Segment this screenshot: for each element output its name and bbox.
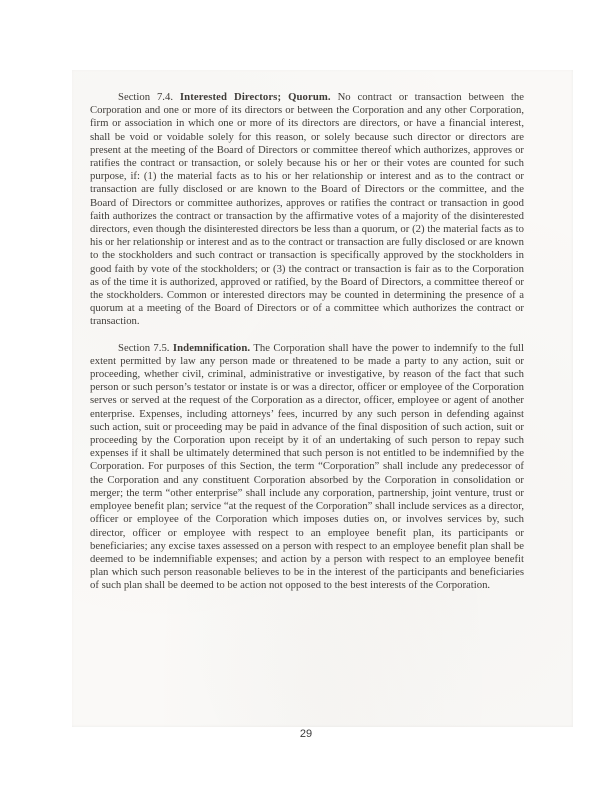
page-number: 29 (299, 728, 313, 740)
section-7-5-label: Section 7.5. (118, 341, 170, 354)
section-7-4-label: Section 7.4. (118, 91, 173, 103)
section-7-4-body: No contract or transaction between the Corporation and one or more of its directors or between the Corporation and any other Corporation, firm or association in which one or more of its directors are directors, or have a financial interest, shall be void or voidable solely for this reason, or solely because such director or directors are present at the meeting of the Board of Directors or committee thereof which authorizes, approves or ratifies the contract or transaction, or solely because his or her or their votes are counted for such purpose, if: (1) the material facts as to his or her relationship or interest and as to the contract or transaction are fully disclosed or are known to the Board of Directors or the committee, and the Board of Directors or committee authorizes, approves or ratifies the contract or transaction in good faith authorizes the contract or transaction by the affirmative votes of a majority of the disinterested directors, even though the disinterested directors be less than a quorum, or (2) the material facts as to his or her relationship or interest and as to the contract or transaction are fully disclosed or are known to the stockholders and such contract or transaction is specifically approved by the stockholders in good faith by vote of the stockholders; or (3) the contract or transaction is fair as to the Corporation as of the time it is authorized, approved or ratified, by the Board of Directors, a committee thereof or the stockholders. Common or interested directors may be counted in determining the presence of a quorum at a meeting of the Board of Directors or of a committee which authorizes the contract or transaction. (90, 91, 525, 328)
section-7-4-title: Interested Directors; Quorum. (179, 91, 331, 103)
section-7-5-title: Indemnification. (172, 341, 251, 354)
body-text (90, 91, 524, 606)
section-7-5-body: The Corporation shall have the power to indemnify to the full extent permitted by law any person made or threatened to be made a party to any action, suit or proceeding, whether civil, criminal, administrative or investigative, by reason of the fact that such person or such person’s testator or instate is or was a director, officer or employee of the Corporation serves or served at the request of the Corporation as a director, officer, employee or agent of another enterprise. Expenses, including attorneys’ fees, incurred by any such person in defending against such action, suit or proceeding may be paid in advance of the final disposition of such action, suit or proceeding by the Corporation upon receipt by it of an undertaking of such person to repay such expenses if it shall be ultimately determined that such person is not entitled to be indemnified by the Corporation. For purposes of this Section, the term “Corporation” shall include any predecessor of the Corporation and any constituent Corporation absorbed by the Corporation in consolidation or merger; the term “other enterprise” shall include any corporation, partnership, joint venture, trust or employee benefit plan; service “at the request of the Corporation” shall include services as a director, officer or employee of the Corporation which imposes duties on, or involves services by, such director, officer or employee with respect to an employee benefit plan, its participants or beneficiaries; any excise taxes assessed on a person with respect to an employee benefit plan shall be deemed to be indemnifiable expenses; and action by a person with respect to an employee benefit plan which such person reasonable believes to be in the interest of the participants and beneficiaries of such plan shall be deemed to be action not opposed to the best interests of the Corporation. (90, 341, 524, 592)
paragraph-section-7-5 (90, 342, 524, 593)
scanned-page-image (72, 70, 573, 727)
paragraph-section-7-4 (90, 91, 524, 329)
